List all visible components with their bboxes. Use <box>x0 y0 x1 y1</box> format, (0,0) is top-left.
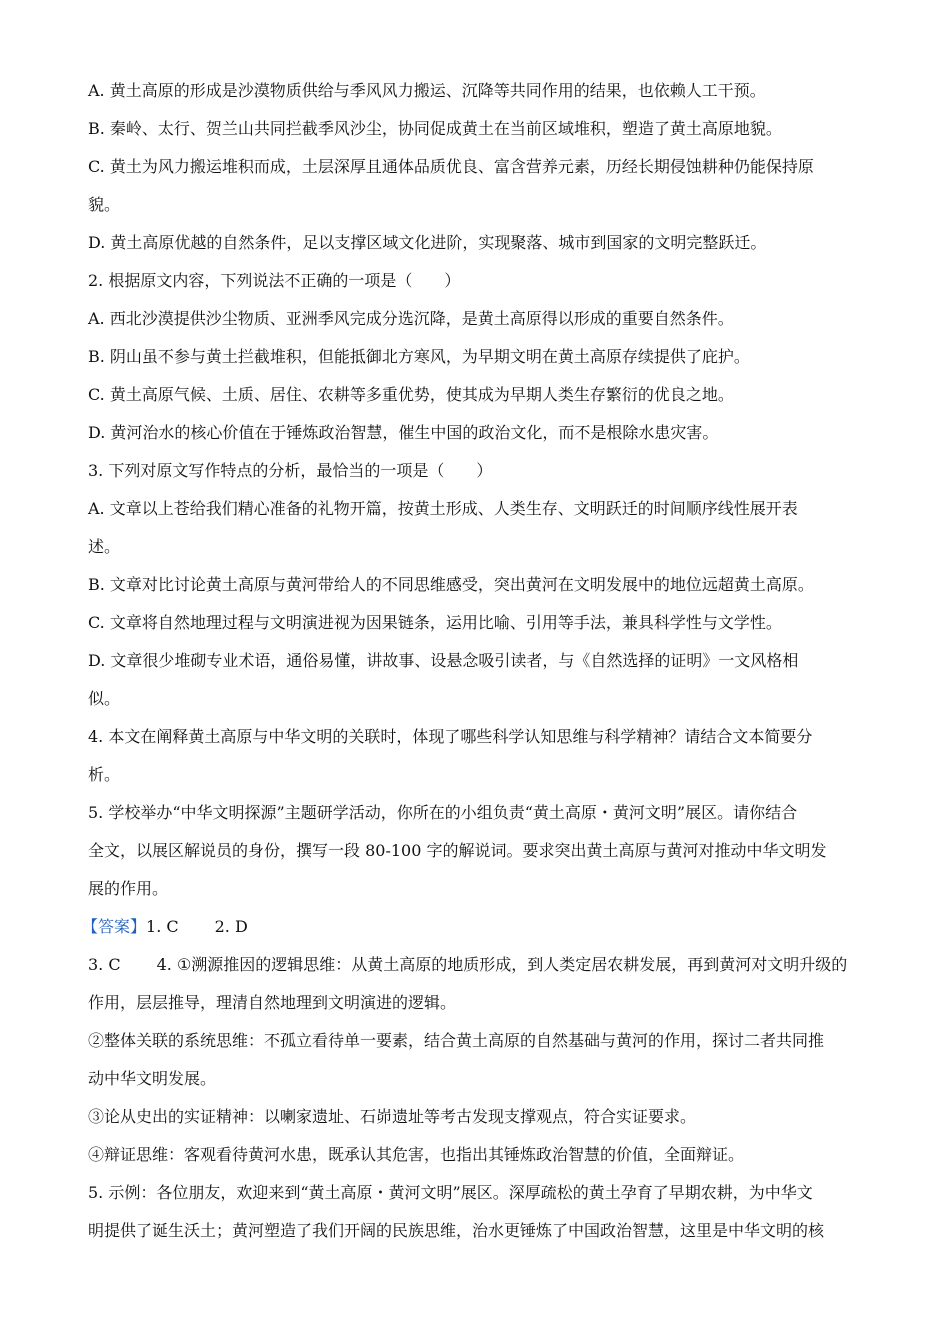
q3-option-c: C. 文章将自然地理过程与文明演进视为因果链条，运用比喻、引用等手法，兼具科学性与文学性。 <box>88 613 782 632</box>
q2-option-c: C. 黄土高原气候、土质、居住、农耕等多重优势，使其成为早期人类生存繁衍的优良之地。 <box>88 385 734 404</box>
q3-option-a: A. 文章以上苍给我们精心准备的礼物开篇，按黄土形成、人类生存、文明跃迁的时间顺序线性展开表 <box>88 499 798 518</box>
q1-option-c: C. 黄土为风力搬运堆积而成，土层深厚且通体品质优良、富含营养元素，历经长期侵蚀耕种仍能保持原 <box>88 157 814 176</box>
q2-option-b: B. 阴山虽不参与黄土拦截堆积，但能抵御北方寒风，为早期文明在黄土高原存续提供了庇护。 <box>88 347 750 366</box>
q5-stem-cont-2: 展的作用。 <box>88 879 169 898</box>
q3-option-b: B. 文章对比讨论黄土高原与黄河带给人的不同思维感受，突出黄河在文明发展中的地位远超黄土高原。 <box>88 575 814 594</box>
answer-text-line: 明提供了诞生沃土；黄河塑造了我们开阔的民族思维，治水更锤炼了中国政治智慧，这里是中华文明的核 <box>88 1221 825 1240</box>
answer-3: 3. C <box>88 955 121 974</box>
q3-option-d: D. 文章很少堆砌专业术语，通俗易懂，讲故事、设悬念吸引读者，与《自然选择的证明》一文风格相 <box>88 651 799 670</box>
q1-option-a: A. 黄土高原的形成是沙漠物质供给与季风风力搬运、沉降等共同作用的结果，也依赖人工干预。 <box>88 81 766 100</box>
q4-stem-cont: 析。 <box>88 765 121 784</box>
answer-4-head: 4. ①溯源推因的逻辑思维：从黄土高原的地质形成，到人类定居农耕发展，再到黄河对文明升级的 <box>156 955 848 974</box>
q3-stem: 3. 下列对原文写作特点的分析，最恰当的一项是（ ） <box>88 461 493 480</box>
answer-text-line: 动中华文明发展。 <box>88 1069 217 1088</box>
q1-option-d: D. 黄土高原优越的自然条件，足以支撑区域文化进阶，实现聚落、城市到国家的文明完整跃迁。 <box>88 233 767 252</box>
answer-line-1 <box>82 908 862 946</box>
answer-1: 1. C <box>146 917 179 936</box>
answer-text-line: 作用，层层推导，理清自然地理到文明演进的逻辑。 <box>88 993 457 1012</box>
q2-option-a: A. 西北沙漠提供沙尘物质、亚洲季风完成分选沉降，是黄土高原得以形成的重要自然条件。 <box>88 309 734 328</box>
q1-option-b: B. 秦岭、太行、贺兰山共同拦截季风沙尘，协同促成黄土在当前区域堆积，塑造了黄土高原地貌。 <box>88 119 782 138</box>
q1-option-c-cont: 貌。 <box>88 195 121 214</box>
answer-text-line: 5. 示例：各位朋友，欢迎来到“黄土高原・黄河文明”展区。深厚疏松的黄土孕育了早期农耕，为中华文 <box>88 1183 813 1202</box>
q2-option-d: D. 黄河治水的核心价值在于锤炼政治智慧，催生中国的政治文化，而不是根除水患灾害。 <box>88 423 719 442</box>
q3-option-d-cont: 似。 <box>88 689 121 708</box>
answer-line-2 <box>88 946 868 984</box>
q3-option-a-cont: 述。 <box>88 537 121 556</box>
q5-stem: 5. 学校举办“中华文明探源”主题研学活动，你所在的小组负责“黄土高原・黄河文明”展区。请你结合 <box>88 803 798 822</box>
answer-text-line: ②整体关联的系统思维：不孤立看待单一要素，结合黄土高原的自然基础与黄河的作用，探讨二者共同推 <box>88 1031 825 1050</box>
q4-stem: 4. 本文在阐释黄土高原与中华文明的关联时，体现了哪些科学认知思维与科学精神？请结合文本简要分 <box>88 727 813 746</box>
answer-text-line: ④辩证思维：客观看待黄河水患，既承认其危害，也指出其锤炼政治智慧的价值，全面辩证。 <box>88 1145 745 1164</box>
q2-stem: 2. 根据原文内容，下列说法不正确的一项是（ ） <box>88 271 461 290</box>
answer-2: 2. D <box>214 917 248 936</box>
answer-label: 【答案】 <box>82 917 147 936</box>
answer-text-line: ③论从史出的实证精神：以喇家遗址、石峁遗址等考古发现支撑观点，符合实证要求。 <box>88 1107 697 1126</box>
q5-stem-cont-1: 全文，以展区解说员的身份，撰写一段 80-100 字的解说词。要求突出黄土高原与黄河对推动中华文明发 <box>88 841 827 860</box>
